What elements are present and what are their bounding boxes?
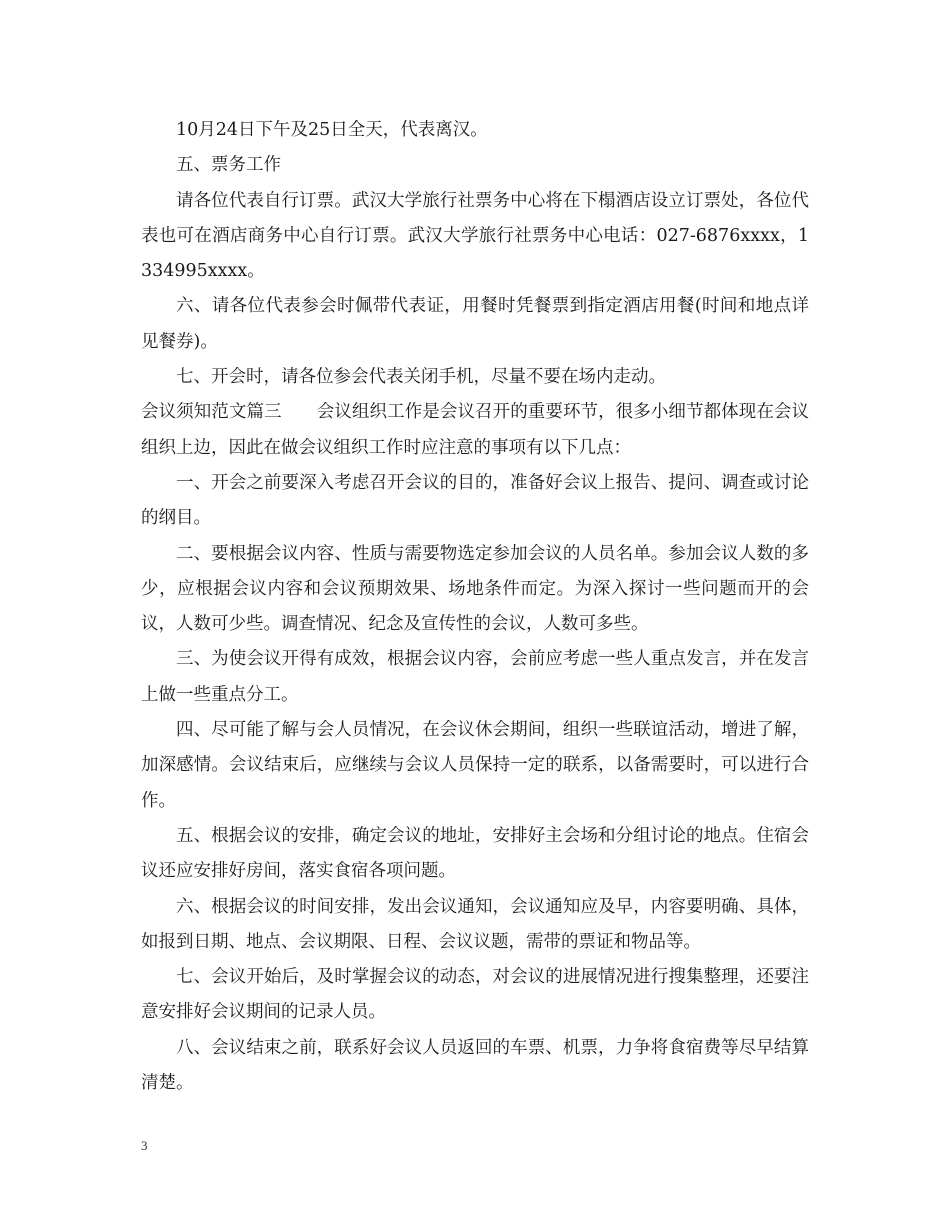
paragraph-ticketing: 请各位代表自行订票。武汉大学旅行社票务中心将在下榻酒店设立订票处，各位代表也可在酒店商务中心自行订票。武汉大学旅行社票务中心电话：027-6876xxxx，1334995xxxx。 [141,190,809,282]
page-number: 3 [141,1138,148,1153]
paragraph-item-6: 六、根据会议的时间安排，发出会议通知，会议通知应及早，内容要明确、具体，如报到日期、地点、会议期限、日程、会议议题，需带的票证和物品等。 [141,896,809,952]
paragraph-item-8: 八、会议结束之前，联系好会议人员返回的车票、机票，力争将食宿费等尽早结算清楚。 [141,1037,809,1094]
paragraph-item-2: 二、要根据会议内容、性质与需要物选定参加会议的人员名单。参加会议人数的多少，应根据会议内容和会议预期效果、场地条件而定。为深入探讨一些问题而开的会议，人数可少些。调查情况、纪念及宣传性的会议，人数可多些。 [141,543,809,635]
heading-ticketing: 五、票务工作 [176,155,281,176]
paragraph-item-1: 一、开会之前要深入考虑召开会议的目的，准备好会议上报告、提问、调查或讨论的纲目。 [141,472,809,529]
paragraph-item-5: 五、根据会议的安排，确定会议的地址，安排好主会场和分组讨论的地点。住宿会议还应安排好房间，落实食宿各项问题。 [141,825,809,882]
paragraph-item-4: 四、尽可能了解与会人员情况，在会议休会期间，组织一些联谊活动，增进了解，加深感情。会议结束后，应继续与会议人员保持一定的联系，以备需要时，可以进行合作。 [141,720,809,811]
paragraph-departure: 10月24日下午及25日全天，代表离汉。 [176,120,488,140]
paragraph-badge-meals: 六、请各位代表参会时佩带代表证，用餐时凭餐票到指定酒店用餐(时间和地点详见餐券)。 [141,296,809,352]
document-body [141,113,809,1101]
paragraph-item-3: 三、为使会议开得有成效，根据会议内容，会前应考虑一些人重点发言，并在发言上做一些重点分工。 [141,649,809,705]
paragraph-item-7: 七、会议开始后，及时掌握会议的动态，对会议的进展情况进行搜集整理，还要注意安排好会议期间的记录人员。 [141,967,809,1023]
paragraph-section-three-intro: 会议须知范文篇三 会议组织工作是会议召开的重要环节，很多小细节都体现在会议组织上边，因此在做会议组织工作时应注意的事项有以下几点： [141,402,809,458]
paragraph-phones-off: 七、开会时，请各位参会代表关闭手机，尽量不要在场内走动。 [176,367,666,388]
